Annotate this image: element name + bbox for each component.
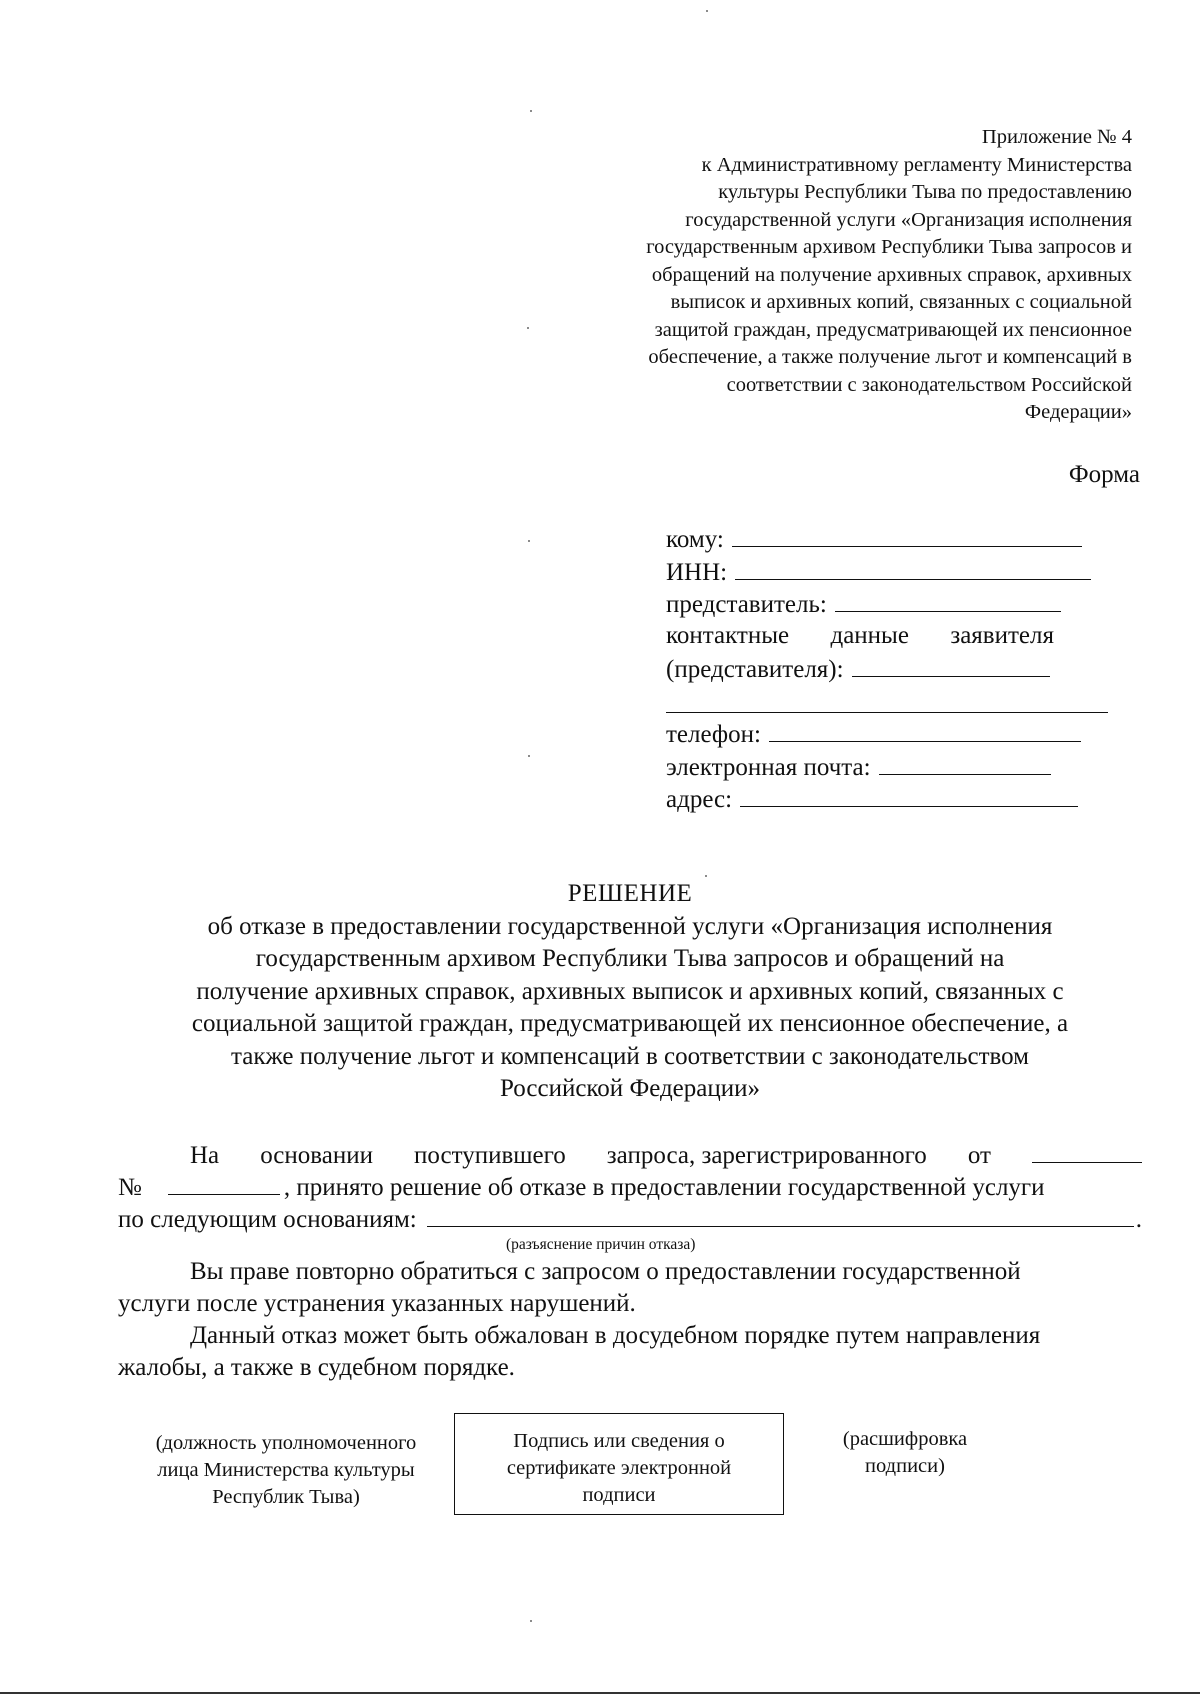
scan-speck (527, 327, 529, 329)
contact-field[interactable] (852, 652, 1050, 677)
recipient-blank-row (666, 685, 1114, 718)
recipient-contact-rep-row (666, 652, 1114, 685)
recipient-email-row (666, 750, 1114, 783)
body-row-grounds (118, 1204, 1142, 1236)
signature-decoding (810, 1426, 1000, 1480)
recipient-contact-row (666, 620, 1114, 653)
decision-line: государственным архивом Республики Тыва запросов и обращений на (255, 945, 1005, 972)
body-text-line: , принято решение об отказе в предоставлении государственной услуги (283, 1174, 1045, 1201)
inn-field[interactable] (735, 555, 1091, 580)
recipient-block (666, 522, 1114, 815)
refusal-reasons-caption: (разъяснение причин отказа) (506, 1236, 696, 1253)
phone-label: телефон: (666, 721, 761, 748)
request-date-field[interactable] (1032, 1140, 1142, 1163)
contact-label (666, 620, 1054, 653)
signature-box-line: подписи (582, 1484, 656, 1506)
appendix-line: обращений на получение архивных справок, архивных (651, 263, 1132, 286)
address-label: адрес: (666, 786, 733, 813)
appendix-line: выписок и архивных копий, связанных с социальной (670, 291, 1132, 313)
komu-field[interactable] (732, 522, 1082, 547)
inn-label: ИНН: (666, 558, 728, 586)
signature-decoding-line: подписи) (865, 1455, 945, 1477)
form-label: Форма (1068, 461, 1140, 488)
appendix-line: обеспечение, а также получение льгот и компенсаций в (648, 346, 1132, 368)
decision-line: социальной защитой граждан, предусматривающей их пенсионное обеспечение, а (191, 1010, 1069, 1037)
address-field[interactable] (740, 782, 1078, 807)
recipient-inn-row (666, 555, 1114, 588)
signatory-position-line: (должность уполномоченного (155, 1432, 417, 1454)
signature-box[interactable] (454, 1413, 784, 1515)
decision-line: Российской Федерации» (499, 1075, 761, 1102)
contact-rep-label: (представителя): (666, 656, 844, 683)
scan-speck (528, 540, 530, 542)
appendix-line: Приложение № 4 (981, 126, 1132, 148)
decision-heading: РЕШЕНИЕ (567, 880, 693, 907)
signatory-position-line: лица Министерства культуры (157, 1459, 415, 1481)
representative-field[interactable] (835, 587, 1061, 612)
body-row-number (118, 1172, 1142, 1204)
signatory-position (116, 1430, 456, 1511)
request-number-field[interactable] (168, 1172, 280, 1195)
body-word: На (190, 1142, 220, 1169)
body-text-line: Вы праве повторно обратиться с запросом о предоставлении государственной (190, 1258, 1021, 1285)
email-label: электронная почта: (666, 753, 871, 781)
scan-speck (705, 875, 707, 877)
appendix-line: соответствии с законодательством Российской (726, 373, 1132, 396)
body-word: от (967, 1142, 991, 1169)
contact-word: данные (830, 621, 909, 649)
refusal-reasons-field[interactable] (427, 1204, 1134, 1227)
scan-speck (706, 10, 708, 12)
body-word: поступившего (414, 1142, 566, 1169)
body-text-line: по следующим основаниям: (118, 1206, 417, 1233)
decision-line: об отказе в предоставлении государственной услуги «Организация исполнения (207, 912, 1053, 940)
contact-word: заявителя (950, 621, 1054, 649)
contact-word: контактные (666, 621, 790, 649)
body-word: запроса, зарегистрированного (606, 1142, 927, 1169)
decision-line: также получение льгот и компенсаций в соответствии с законодательством (231, 1042, 1029, 1070)
signatory-position-line: Республик Тыва) (212, 1486, 360, 1508)
decision-title (110, 878, 1150, 1106)
number-sign: № (118, 1174, 142, 1201)
email-field[interactable] (879, 750, 1051, 775)
period: . (1135, 1206, 1142, 1233)
decision-line: получение архивных справок, архивных выписок и архивных копий, связанных с (196, 977, 1064, 1005)
recipient-representative-row (666, 587, 1114, 620)
body-text-line: Данный отказ может быть обжалован в досудебном порядке путем направления (190, 1322, 1041, 1349)
recipient-komu-row (666, 522, 1114, 555)
contact-field-continuation[interactable] (666, 688, 1108, 713)
appendix-line: государственной услуги «Организация исполнения (685, 208, 1132, 231)
phone-field[interactable] (769, 717, 1081, 742)
recipient-address-row (666, 782, 1114, 815)
body-word: основании (260, 1142, 373, 1169)
body-text-line: услуги после устранения указанных нарушений. (118, 1290, 636, 1317)
scan-speck (530, 110, 532, 112)
appendix-header (540, 124, 1132, 427)
signature-box-line: сертификате электронной (506, 1457, 732, 1479)
scan-edge-line (0, 1692, 1200, 1694)
recipient-phone-row (666, 717, 1114, 750)
appendix-line: культуры Республики Тыва по предоставлению (718, 181, 1132, 203)
appendix-line: защитой граждан, предусматривающей их пенсионное (654, 318, 1132, 341)
body-row-basis (118, 1140, 1142, 1172)
body-text-line: жалобы, а также в судебном порядке. (118, 1354, 515, 1381)
decision-body (118, 1140, 1142, 1384)
komu-label: кому: (666, 526, 724, 553)
representative-label: представитель: (666, 591, 827, 618)
scan-speck (530, 1620, 532, 1622)
appendix-line: государственным архивом Республики Тыва запросов и (646, 236, 1132, 258)
appendix-line: Федерации» (1024, 401, 1132, 423)
appendix-line: к Административному регламенту Министерства (701, 153, 1132, 176)
signature-box-line: Подпись или сведения о (513, 1430, 725, 1452)
signature-decoding-line: (расшифровка (842, 1428, 968, 1450)
scan-speck (528, 755, 530, 757)
